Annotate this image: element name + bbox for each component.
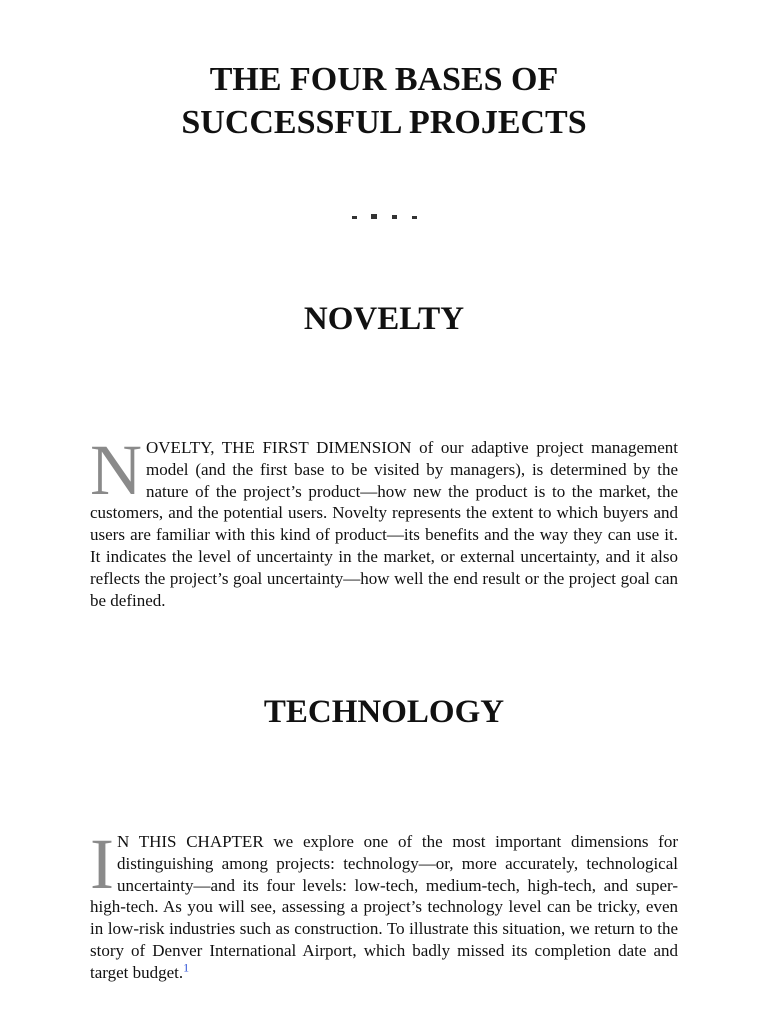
paragraph-technology-text: N THIS CHAPTER we explore one of the most important dimensions for distinguishing among projects: technology—or, more accurately, technological uncertainty—and its four levels: low-tech, medium-tech, high-tech, and super-high-tech. As you will see, assessing a project’s technology level can be tricky, even in low-risk industries such as construction. To illustrate this situation, we return to the story of Denver International Airport, which badly missed its completion date and target budget. — [90, 832, 678, 982]
chapter-title — [0, 58, 768, 144]
paragraph-novelty-text: OVELTY, THE FIRST DIMENSION of our adaptive project management model (and the first base to be visited by managers), is determined by the nature of the project’s product—how new the product is to the market, the customers, and the potential users. Novelty represents the extent to which buyers and users are familiar with this kind of product—its benefits and the way they can use it. It indicates the level of uncertainty in the market, or external uncertainty, and it also reflects the project’s goal uncertainty—how well the end result or the project goal can be defined. — [90, 438, 678, 610]
ornament-divider — [352, 210, 418, 220]
section-heading-novelty: NOVELTY — [303, 301, 465, 337]
section-heading-technology: TECHNOLOGY — [263, 694, 505, 730]
dropcap-letter: N — [90, 430, 142, 510]
chapter-title-line-1: THE FOUR BASES OF — [209, 61, 559, 98]
chapter-title-line-2: SUCCESSFUL PROJECTS — [181, 104, 587, 141]
paragraph-novelty — [90, 430, 678, 611]
dropcap-letter: I — [90, 824, 114, 904]
paragraph-technology — [90, 824, 678, 984]
footnote-link[interactable]: 1 — [183, 960, 190, 975]
